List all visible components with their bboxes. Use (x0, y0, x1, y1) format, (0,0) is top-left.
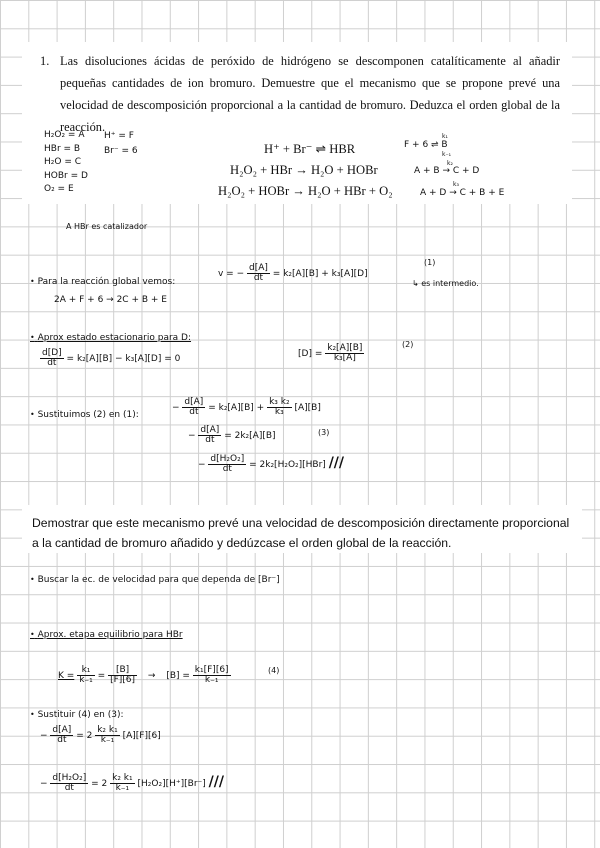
fraction: $\frac{\text{k₂[A][B]}}{\text{k₃[A]}}$ (327, 343, 363, 363)
legend-item: H₂O₂ = A (44, 130, 85, 140)
fraction: $\frac{\text{k₁[F][6]}}{\text{k₋₁}}$ (194, 665, 229, 685)
steady-state-label: • Aprox estado estacionario para D: (30, 333, 192, 343)
done-mark: /// (208, 774, 225, 790)
legend-item: HBr = B (44, 143, 81, 154)
km1-label: k₋₁ (442, 151, 452, 158)
steady-state-equation: $\frac{d[D]}{dt}$ = k₂[A][B] − k₃[A][D] = 0 (42, 348, 181, 368)
legend-item: Br⁻ = 6 (104, 146, 138, 156)
legend-item: O₂ = E (44, 184, 74, 194)
eq-tag-4: (4) (268, 666, 280, 675)
done-mark: /// (328, 455, 345, 471)
search-rate-label: • Buscar la ec. de velocidad para que dependa de [Br⁻] (30, 575, 280, 585)
fraction: $\frac{d[D]}{dt}$ (42, 348, 62, 368)
fraction: $\frac{\text{k₁}}{\text{k₋₁}}$ (79, 665, 93, 685)
substitute-2-label: • Sustituir (4) en (3): (30, 710, 124, 720)
mechanism-step-3: H₂O₂ + HOBr → H₂O + HBr + O₂ (218, 184, 393, 198)
legend-item: H⁺ = F (104, 131, 134, 141)
fraction: $\frac{\text{k₂ k₁}}{\text{k₋₁}}$ (97, 725, 118, 745)
fraction: $\frac{\text{d[H₂O₂]}}{dt}$ (210, 454, 245, 474)
fraction: $\frac{d[A]}{dt}$ (249, 263, 268, 283)
fraction: $\frac{\text{d[H₂O₂]}}{dt}$ (52, 773, 87, 793)
fraction: $\frac{\text{k₃ k₂}}{\text{k₃}}$ (269, 397, 290, 417)
equilibrium-label: • Aprox. etapa equilibrio para HBr (30, 630, 183, 640)
overall-reaction: 2A + F + 6 → 2C + B + E (54, 295, 167, 305)
k1-label: k₁ (442, 133, 448, 140)
statement-text: Demostrar que este mecanismo prevé una velocidad de descomposición directamente proporcional a la cantidad de bromuro añadido y dedúzcase el orden global de la reacción. (32, 516, 570, 550)
fraction: $\frac{d[A]}{dt}$ (184, 397, 204, 417)
catalyst-note: A HBr es catalizador (66, 222, 148, 231)
legend-right (104, 129, 138, 159)
legend-item: H₂O = C (44, 157, 82, 167)
problem-statement (40, 50, 560, 138)
fraction: $\frac{[B]}{[F][6]}$ (110, 665, 136, 685)
eq-tag-3: (3) (318, 428, 330, 437)
coded-step-2: A + B → C + D (414, 166, 480, 176)
sub2-line-2: − $\frac{\text{d[H₂O₂]}}{dt}$ = 2 $\frac{\text{k₂ k₁}}{\text{k₋₁}}$ [H₂O₂][H⁺][Br⁻] /// (40, 773, 225, 793)
fraction: $\frac{d[A]}{dt}$ (52, 725, 72, 745)
k3-label: k₃ (453, 181, 459, 188)
d-expression: [D] = $\frac{\text{k₂[A][B]}}{\text{k₃[A]}}$ (298, 343, 363, 363)
fraction: $\frac{\text{k₂ k₁}}{\text{k₋₁}}$ (112, 773, 133, 793)
sub1-line-2: − $\frac{d[A]}{dt}$ = 2k₂[A][B] (188, 425, 276, 445)
legend-left (44, 129, 88, 197)
legend-item: HOBr = D (44, 170, 88, 181)
mechanism-step-1: H⁺ + Br⁻ ⇌ HBR (264, 142, 356, 156)
intermediate-note: ↳ es intermedio. (412, 279, 479, 288)
sub1-line-1: − $\frac{d[A]}{dt}$ = k₂[A][B] + $\frac{\text{k₃ k₂}}{\text{k₃}}$ [A][B] (172, 397, 321, 417)
equilibrium-expression: K = $\frac{\text{k₁}}{\text{k₋₁}}$ = $\frac{[B]}{[F][6]}$ → [B] = $\frac{\text{k₁[F][6]}}{\text{k₋₁}}$ (58, 665, 229, 685)
eq-tag-1: (1) (424, 258, 436, 267)
coded-step-1: F + 6 ⇌ B (404, 140, 448, 150)
global-section (30, 277, 175, 287)
sub2-line-1: − $\frac{d[A]}{dt}$ = 2 $\frac{\text{k₂ k₁}}{\text{k₋₁}}$ [A][F][6] (40, 725, 161, 745)
problem-body: Las disoluciones ácidas de peróxido de hidrógeno se descomponen catalíticamente al añadir pequeñas cantidades de ion bromuro. Demuestre que el mecanismo que se propone prevé una velocidad de descomposición proporcional a la cantidad de bromuro. Deduzca el orden global de la reacción. (60, 54, 560, 134)
sub1-line-3: − $\frac{\text{d[H₂O₂]}}{dt}$ = 2k₂[H₂O₂][HBr] /// (198, 454, 345, 474)
global-label: Para la reacción global vemos: (37, 277, 176, 287)
k2-label: k₂ (447, 160, 453, 167)
mechanism-step-2: H₂O₂ + HBr → H₂O + HOBr (230, 163, 378, 177)
coded-step-3: A + D → C + B + E (420, 188, 505, 198)
bullet: • (30, 277, 35, 286)
rate-equation-1: v = − $\frac{d[A]}{dt}$ = k₂[A][B] + k₃[A][D] (218, 263, 368, 283)
substitute-1-label: • Sustituimos (2) en (1): (30, 410, 139, 420)
fraction: $\frac{d[A]}{dt}$ (200, 425, 220, 445)
eq-tag-2: (2) (402, 340, 414, 349)
problem-number: 1. (40, 54, 50, 68)
